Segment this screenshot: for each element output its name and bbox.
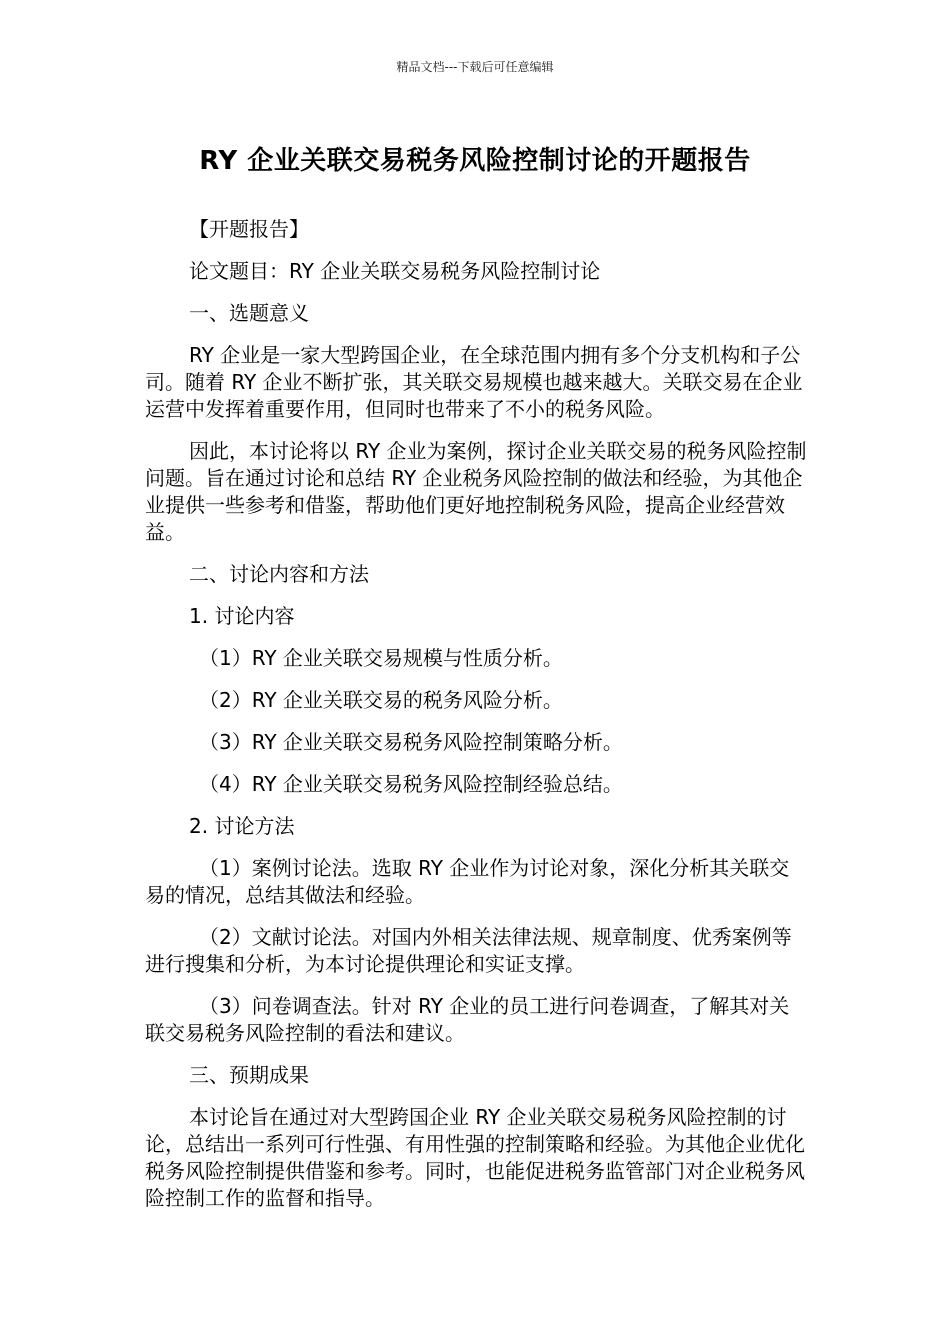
page-header-note: 精品文档---下载后可任意编辑 [396, 60, 554, 74]
method-paragraph: （3）问卷调查法。针对 RY 企业的员工进行问卷调查，了解其对关联交易税务风险控制的看法和建议。 [145, 994, 790, 1045]
section-heading-outcomes: 三、预期成果 [189, 1063, 309, 1087]
document-title: RY 企业关联交易税务风险控制讨论的开题报告 [199, 146, 751, 176]
subheading-content: 1. 讨论内容 [189, 604, 295, 628]
method-paragraph: （1）案例讨论法。选取 RY 企业作为讨论对象，深化分析其关联交易的情况，总结其做法和经验。 [145, 856, 790, 907]
list-item: （4）RY 企业关联交易税务风险控制经验总结。 [199, 772, 623, 796]
body-paragraph: 因此，本讨论将以 RY 企业为案例，探讨企业关联交易的税务风险控制问题。旨在通过讨论和总结 RY 企业税务风险控制的做法和经验，为其他企业提供一些参考和借鉴，帮助他们更好地控制税务风险，提高企业经营效益。 [145, 439, 807, 544]
report-label: 【开题报告】 [189, 217, 309, 241]
list-item: （3）RY 企业关联交易税务风险控制策略分析。 [199, 730, 623, 754]
body-paragraph: RY 企业是一家大型跨国企业，在全球范围内拥有多个分支机构和子公司。随着 RY 企业不断扩张，其关联交易规模也越来越大。关联交易在企业运营中发挥着重要作用，但同时也带来了不小的税务风险。 [145, 343, 803, 421]
list-item: （2）RY 企业关联交易的税务风险分析。 [199, 688, 563, 712]
method-paragraph: （2）文献讨论法。对国内外相关法律法规、规章制度、优秀案例等进行搜集和分析，为本讨论提供理论和实证支撑。 [145, 925, 792, 976]
subheading-methods: 2. 讨论方法 [189, 814, 295, 838]
section-heading-significance: 一、选题意义 [189, 301, 309, 325]
body-paragraph: 本讨论旨在通过对大型跨国企业 RY 企业关联交易税务风险控制的讨论，总结出一系列可行性强、有用性强的控制策略和经验。为其他企业优化税务风险控制提供借鉴和参考。同时，也能促进税务监管部门对企业税务风险控制工作的监督和指导。 [145, 1105, 805, 1210]
list-item: （1）RY 企业关联交易规模与性质分析。 [199, 646, 563, 670]
document-body [145, 216, 807, 1227]
section-heading-content-methods: 二、讨论内容和方法 [189, 562, 369, 586]
thesis-title-line: 论文题目：RY 企业关联交易税务风险控制讨论 [189, 259, 601, 283]
